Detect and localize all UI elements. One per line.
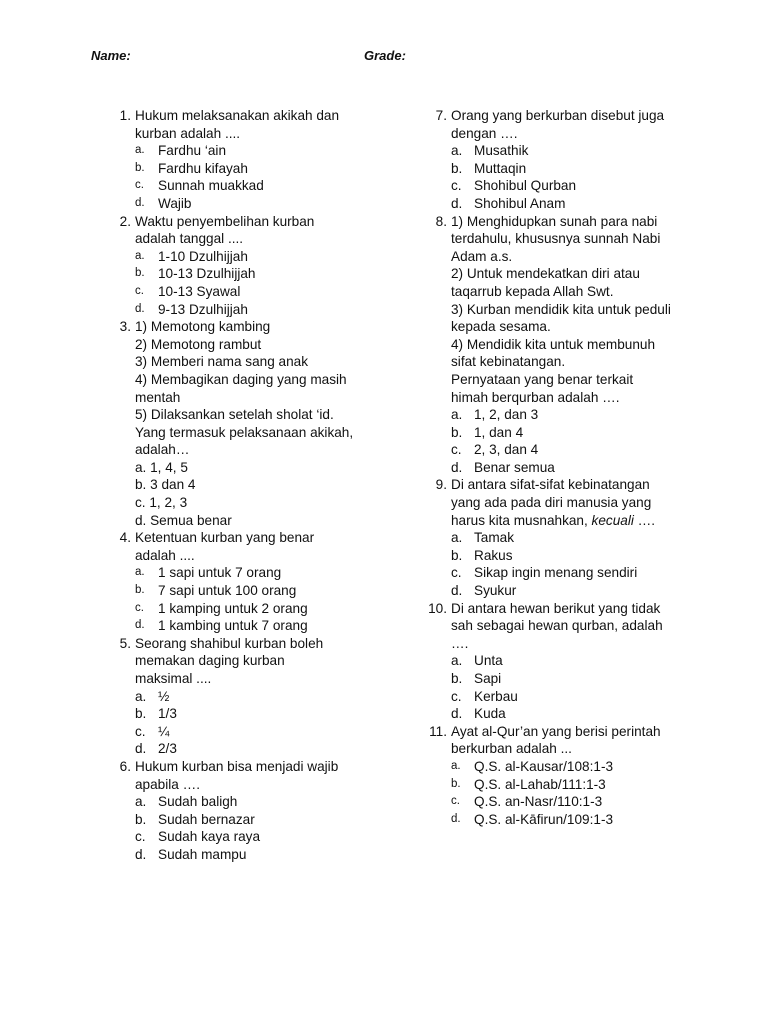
option-a: [135, 688, 411, 706]
option-text: 10-13 Dzulhijjah: [158, 266, 256, 282]
right-column: [427, 107, 757, 828]
question-text: 5) Dilaksankan setelah sholat ‘id.: [135, 407, 334, 423]
question-text: sah sebagai hewan qurban, adalah: [451, 618, 663, 634]
question-text-italic: kecuali: [591, 512, 634, 528]
option-c: [135, 177, 411, 195]
option-a: [135, 248, 411, 266]
option-text: 1, dan 4: [474, 424, 524, 440]
option-text: Sudah kaya raya: [158, 829, 261, 845]
question-text: Pernyataan yang benar terkait: [451, 371, 634, 387]
option-letter: d.: [451, 706, 463, 722]
option-letter: d.: [451, 195, 463, 211]
option-text: Wajib: [158, 195, 192, 211]
option-letter: a.: [451, 653, 463, 669]
option-c: [135, 600, 411, 618]
option-text: Sudah mampu: [158, 846, 247, 862]
option-letter: b.: [135, 267, 145, 280]
option-letter: a.: [135, 794, 147, 810]
question-text: adalah…: [135, 442, 190, 458]
option-text: Sudah baligh: [158, 794, 238, 810]
option-text: 1 sapi untuk 7 orang: [158, 565, 282, 581]
option-c: c. 1, 2, 3: [135, 495, 188, 511]
question-text: Orang yang berkurban disebut juga: [451, 108, 665, 123]
option-d: [451, 705, 757, 723]
option-b: [451, 547, 757, 565]
option-text: Kuda: [474, 706, 506, 722]
option-letter: b.: [451, 671, 463, 686]
question-text: adalah tanggal ....: [135, 231, 244, 247]
option-text: Rakus: [474, 547, 513, 563]
option-text: Shohibul Anam: [474, 195, 566, 211]
grade-label: Grade:: [364, 48, 406, 63]
option-letter: b.: [451, 160, 463, 176]
option-a: [451, 652, 757, 670]
question-text: Seorang shahibul kurban boleh: [135, 635, 324, 651]
question-5: [111, 635, 411, 758]
option-text: ½: [158, 688, 170, 704]
option-d: [135, 846, 411, 864]
question-text: Di antara sifat-sifat kebinatangan: [451, 477, 650, 493]
option-letter: b.: [451, 777, 461, 790]
option-letter: a.: [451, 759, 461, 772]
question-text: kurban adalah ....: [135, 125, 241, 141]
option-text: Fardhu ‘ain: [158, 143, 227, 159]
question-2: [111, 213, 411, 319]
option-text: 1 kambing untuk 7 orang: [158, 618, 308, 634]
option-letter: d.: [135, 846, 147, 862]
option-letter: c.: [135, 829, 146, 845]
question-text: kepada sesama.: [451, 319, 551, 335]
question-number: 5.: [119, 635, 131, 651]
option-letter: c.: [135, 601, 144, 614]
question-number: 3.: [119, 319, 131, 335]
option-letter: d.: [135, 619, 145, 632]
option-text: 9-13 Dzulhijjah: [158, 301, 248, 317]
option-letter: b.: [451, 547, 463, 563]
option-letter: c.: [451, 442, 462, 458]
question-text: [451, 512, 757, 530]
question-text: maksimal ....: [135, 671, 212, 686]
option-text: 2, 3, dan 4: [474, 442, 539, 458]
question-number: 10.: [428, 600, 447, 616]
question-number: 9.: [435, 477, 447, 493]
option-text: Benar semua: [474, 459, 555, 475]
option-a: [451, 529, 757, 547]
question-text: himah berqurban adalah ….: [451, 389, 620, 405]
option-c: [451, 564, 757, 582]
option-a: [135, 142, 411, 160]
question-text: Ketentuan kurban yang benar: [135, 530, 315, 546]
question-text: 2) Untuk mendekatkan diri atau: [451, 266, 640, 282]
question-number: 1.: [119, 108, 131, 123]
option-letter: d.: [451, 583, 463, 599]
option-text: 10-13 Syawal: [158, 283, 241, 299]
option-d: [135, 195, 411, 213]
option-text: 1, 2, dan 3: [474, 407, 539, 423]
question-number: 11.: [429, 723, 447, 739]
question-text: 1) Menghidupkan sunah para nabi: [451, 213, 658, 229]
option-d: d. Semua benar: [135, 512, 232, 528]
option-c: [135, 283, 411, 301]
option-d: [135, 740, 411, 758]
option-letter: b.: [451, 424, 463, 440]
option-b: [451, 160, 757, 178]
option-a: [135, 564, 411, 582]
option-text: Sapi: [474, 671, 502, 686]
option-text: 7 sapi untuk 100 orang: [158, 583, 297, 599]
option-letter: a.: [135, 566, 145, 579]
option-b: [135, 265, 411, 283]
option-letter: d.: [135, 196, 145, 209]
option-text: Sunnah muakkad: [158, 178, 264, 194]
question-text: 2) Memotong rambut: [135, 336, 262, 352]
option-letter: c.: [451, 688, 462, 704]
question-text: taqarrub kepada Allah Swt.: [451, 283, 614, 299]
option-text: Fardhu kifayah: [158, 160, 248, 176]
option-text: Musathik: [474, 143, 529, 159]
option-letter: d.: [135, 741, 147, 757]
option-b: [451, 776, 757, 794]
option-d: [451, 195, 757, 213]
option-text: Kerbau: [474, 688, 518, 704]
question-10: [427, 600, 757, 723]
option-letter: a.: [451, 407, 463, 423]
option-c: [451, 177, 757, 195]
question-text: 3) Memberi nama sang anak: [135, 354, 309, 370]
question-text-part: ….: [633, 512, 656, 528]
question-text: 3) Kurban mendidik kita untuk peduli: [451, 301, 671, 317]
option-letter: a.: [451, 143, 463, 159]
option-c: [451, 441, 757, 459]
option-b: [135, 811, 411, 829]
question-number: 4.: [119, 530, 131, 546]
option-a: [451, 406, 757, 424]
option-letter: a.: [135, 249, 145, 262]
option-letter: a.: [135, 144, 145, 157]
question-7: [427, 107, 757, 213]
question-text: terdahulu, khususnya sunnah Nabi: [451, 231, 661, 247]
option-b: [135, 160, 411, 178]
option-text: Shohibul Qurban: [474, 178, 577, 194]
option-b: [451, 424, 757, 442]
option-b: [135, 582, 411, 600]
question-8: [427, 213, 757, 477]
question-4: [111, 529, 411, 635]
option-letter: c.: [451, 565, 462, 581]
option-b: b. 3 dan 4: [135, 477, 196, 493]
question-text: Waktu penyembelihan kurban: [135, 213, 315, 229]
option-d: [451, 811, 757, 829]
question-9: [427, 476, 757, 599]
question-6: [111, 758, 411, 864]
option-letter: d.: [451, 812, 461, 825]
option-letter: c.: [135, 284, 144, 297]
option-text: Sikap ingin menang sendiri: [474, 565, 638, 581]
name-label: Name:: [91, 48, 131, 63]
option-letter: d.: [135, 302, 145, 315]
question-text: apabila ….: [135, 776, 200, 792]
option-letter: d.: [451, 459, 463, 475]
option-letter: b.: [135, 706, 147, 722]
option-letter: c.: [451, 795, 460, 808]
option-letter: c.: [135, 723, 146, 739]
question-text: adalah ....: [135, 547, 195, 563]
left-column: [111, 107, 411, 864]
question-number: 2.: [119, 213, 131, 229]
question-text: berkurban adalah ...: [451, 741, 572, 757]
option-a: [135, 793, 411, 811]
option-text: Syukur: [474, 583, 517, 599]
option-letter: a.: [451, 530, 463, 546]
question-3: [111, 318, 411, 529]
option-b: [451, 670, 757, 688]
option-letter: c.: [451, 178, 462, 194]
question-text: sifat kebinatangan.: [451, 354, 566, 370]
option-text: Q.S. al-Kausar/108:1-3: [474, 758, 614, 774]
option-text: Q.S. al-Lahab/111:1-3: [474, 776, 606, 792]
option-b: [135, 705, 411, 723]
option-a: [451, 758, 757, 776]
question-text: Di antara hewan berikut yang tidak: [451, 600, 661, 616]
option-text: 1/3: [158, 706, 177, 722]
question-text: Yang termasuk pelaksanaan akikah,: [135, 424, 354, 440]
option-letter: c.: [135, 179, 144, 192]
option-text: 1 kamping untuk 2 orang: [158, 600, 308, 616]
option-c: [451, 793, 757, 811]
question-text: Ayat al-Qur’an yang berisi perintah: [451, 723, 661, 739]
question-text: Hukum kurban bisa menjadi wajib: [135, 758, 339, 774]
question-text: 1) Memotong kambing: [135, 319, 271, 335]
option-c: [451, 688, 757, 706]
option-a: [451, 142, 757, 160]
option-text: ¼: [158, 723, 170, 739]
option-text: Q.S. an-Nasr/110:1-3: [474, 794, 603, 810]
question-text: Hukum melaksanakan akikah dan: [135, 108, 340, 123]
question-text: ….: [451, 635, 469, 651]
question-1: [111, 107, 411, 213]
option-c: [135, 828, 411, 846]
option-a: a. 1, 4, 5: [135, 459, 188, 475]
option-d: [135, 617, 411, 635]
option-text: Q.S. al-Kāfirun/109:1-3: [474, 811, 614, 827]
question-11: [427, 723, 757, 829]
option-letter: b.: [135, 811, 147, 827]
option-letter: a.: [135, 688, 147, 704]
option-letter: b.: [135, 584, 145, 597]
question-number: 6.: [119, 758, 131, 774]
question-text: dengan ….: [451, 125, 518, 141]
question-text: mentah: [135, 389, 181, 405]
option-text: Sudah bernazar: [158, 811, 255, 827]
question-number: 7.: [435, 108, 447, 123]
option-d: [135, 301, 411, 319]
question-text-part: harus kita musnahkan,: [451, 512, 592, 528]
question-text: 4) Mendidik kita untuk membunuh: [451, 336, 656, 352]
option-text: 1-10 Dzulhijjah: [158, 248, 248, 264]
option-text: Tamak: [474, 530, 515, 546]
option-text: Unta: [474, 653, 503, 669]
question-text: memakan daging kurban: [135, 653, 285, 669]
option-c: [135, 723, 411, 741]
option-text: 2/3: [158, 741, 177, 757]
question-text: yang ada pada diri manusia yang: [451, 495, 652, 511]
option-letter: b.: [135, 161, 145, 174]
option-d: [451, 459, 757, 477]
option-d: [451, 582, 757, 600]
question-number: 8.: [435, 213, 447, 229]
question-text: 4) Membagikan daging yang masih: [135, 371, 347, 387]
option-text: Muttaqin: [474, 160, 527, 176]
question-text: Adam a.s.: [451, 248, 513, 264]
